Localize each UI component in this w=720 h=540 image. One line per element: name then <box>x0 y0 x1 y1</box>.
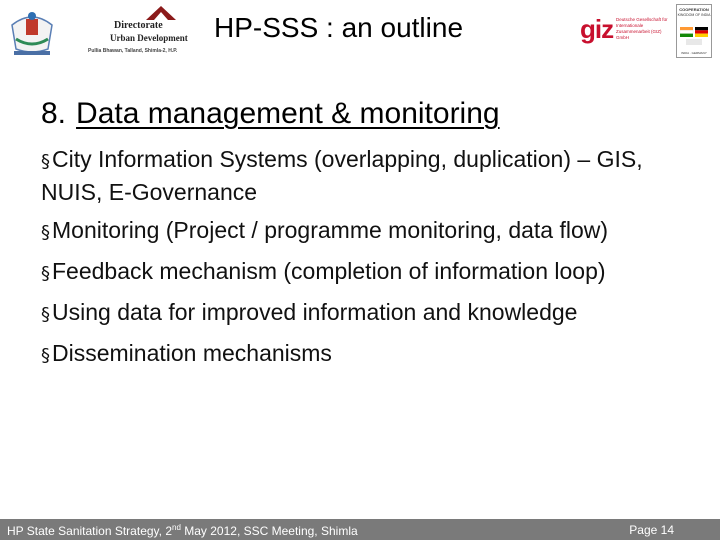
list-item-text: Dissemination mechanisms <box>52 340 332 366</box>
section-heading <box>41 97 500 131</box>
india-germany-cooperation-icon <box>676 4 712 58</box>
footer-caption-ordinal: nd <box>172 523 181 532</box>
list-item-text: Monitoring (Project / programme monitoring, data flow) <box>52 217 609 243</box>
cooperation-subtitle: KINGDOM OF INDIA <box>677 13 711 17</box>
directorate-logo <box>88 6 208 58</box>
footer-caption-prefix: HP State Sanitation Strategy, 2 <box>7 524 172 538</box>
bullet-marker-icon: § <box>41 304 50 325</box>
page-number: Page 14 <box>629 523 674 537</box>
directorate-department: Urban Development <box>110 33 188 43</box>
list-item <box>41 256 681 289</box>
slide-footer <box>0 519 720 540</box>
hp-government-emblem-icon <box>6 5 58 57</box>
cooperation-label: COOPERATION <box>679 7 709 12</box>
footer-caption-suffix: May 2012, SSC Meeting, Shimla <box>180 524 358 538</box>
bullet-list <box>41 144 681 379</box>
section-number: 8. <box>41 97 67 130</box>
giz-logo <box>580 14 675 50</box>
giz-wordmark: giz <box>580 14 614 44</box>
list-item <box>41 215 681 248</box>
directorate-mark-icon <box>146 6 176 20</box>
slide-title: HP-SSS : an outline <box>214 12 464 43</box>
list-item-text: City Information Systems (overlapping, duplication) – GIS, NUIS, E-Governance <box>41 146 643 205</box>
bullet-marker-icon: § <box>41 263 50 284</box>
list-item-text: Using data for improved information and knowledge <box>52 299 578 325</box>
list-item <box>41 297 681 330</box>
bullet-marker-icon: § <box>41 345 50 366</box>
cooperation-footer: INDIA · GERMANY <box>681 51 707 55</box>
giz-full-name: Deutsche Gesellschaft für Internationale Zusammenarbeit (GIZ) GmbH <box>616 17 668 40</box>
list-item <box>41 144 681 207</box>
footer-caption <box>7 523 358 538</box>
section-heading-text: Data management & monitoring <box>76 97 500 130</box>
bullet-marker-icon: § <box>41 151 50 172</box>
bullet-marker-icon: § <box>41 222 50 243</box>
flags-icon <box>680 27 708 47</box>
directorate-address: Pullia Bhawan, Talland, Shimla-2, H.P. <box>88 48 178 54</box>
slide-header <box>0 0 720 62</box>
directorate-name: Directorate <box>114 20 163 31</box>
list-item-text: Feedback mechanism (completion of information loop) <box>52 258 606 284</box>
list-item <box>41 338 681 371</box>
